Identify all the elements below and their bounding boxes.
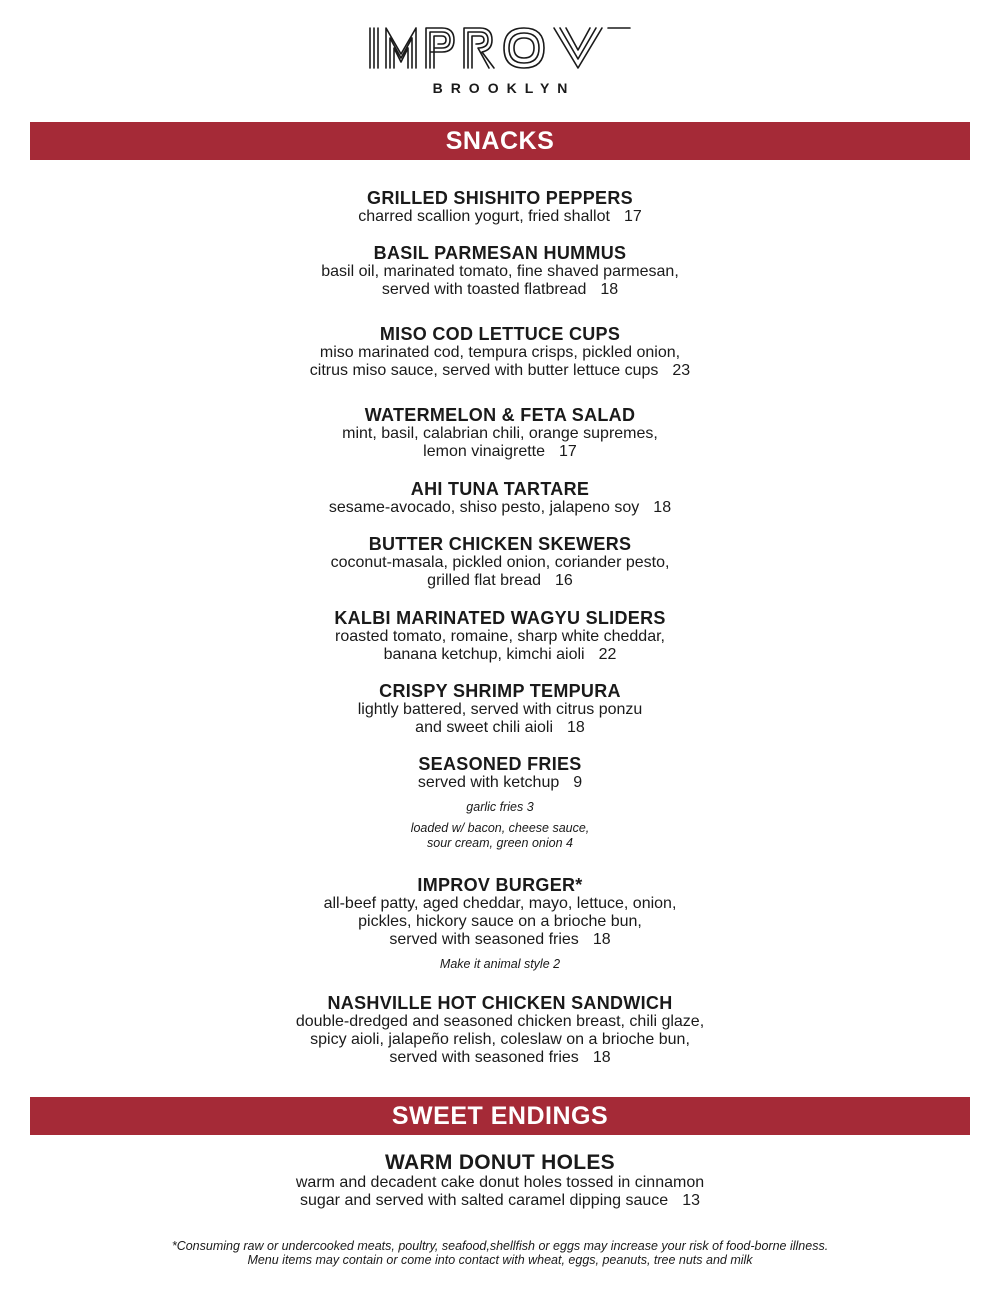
description-text: served with seasoned fries — [389, 931, 579, 948]
menu-item-name: WATERMELON & FETA SALAD — [364, 405, 636, 425]
menu-item-description — [150, 443, 850, 461]
addon-option: Make it animal style 2 — [439, 957, 561, 971]
menu-item — [150, 479, 850, 517]
allergen-disclaimer — [0, 1239, 1000, 1267]
description-text: warm and decadent cake donut holes tossed in cinnamon — [295, 1174, 705, 1191]
section-header-sweet-endings: SWEET ENDINGS — [30, 1097, 970, 1135]
menu-item-description — [150, 344, 850, 362]
section-header-snacks: SNACKS — [30, 122, 970, 160]
addon-option: garlic fries 3 — [466, 800, 534, 814]
improv-wordmark — [368, 26, 632, 70]
description-text: miso marinated cod, tempura crisps, pickled onion, — [319, 344, 681, 361]
menu-item — [150, 754, 850, 851]
disclaimer-line: *Consuming raw or undercooked meats, poultry, seafood,shellfish or eggs may increase your risk of food-borne illness. — [171, 1239, 829, 1253]
description-text: and sweet chili aioli — [415, 719, 554, 736]
menu-item — [150, 324, 850, 380]
menu-item-name: WARM DONUT HOLES — [385, 1151, 615, 1174]
menu-item-addons — [150, 800, 850, 851]
menu-item-description — [150, 281, 850, 299]
menu-item — [150, 188, 850, 226]
menu-item — [150, 243, 850, 299]
menu-item-price: 18 — [567, 719, 585, 736]
description-text: double-dredged and seasoned chicken breast, chili glaze, — [295, 1013, 705, 1030]
menu-item-description — [150, 554, 850, 572]
description-text: all-beef patty, aged cheddar, mayo, lettuce, onion, — [323, 895, 677, 912]
menu-item-name: BUTTER CHICKEN SKEWERS — [368, 534, 632, 554]
menu-item-description — [150, 628, 850, 646]
menu-item-name: IMPROV BURGER* — [417, 875, 583, 895]
menu-item-price: 23 — [672, 362, 691, 379]
menu-item-description — [150, 931, 850, 949]
addon-option: loaded w/ bacon, cheese sauce, — [410, 821, 590, 835]
description-text: spicy aioli, jalapeño relish, coleslaw on a brioche bun, — [310, 1031, 690, 1048]
description-text: roasted tomato, romaine, sharp white cheddar, — [335, 628, 665, 645]
menu-item-description — [150, 263, 850, 281]
menu-item-description — [150, 362, 850, 380]
menu-item-addons — [150, 957, 850, 972]
menu-item-price: 9 — [573, 774, 583, 791]
menu-item-description — [150, 499, 850, 517]
menu-item-name: KALBI MARINATED WAGYU SLIDERS — [334, 608, 666, 628]
description-text: mint, basil, calabrian chili, orange supremes, — [342, 425, 658, 442]
menu-item-description — [150, 572, 850, 590]
menu-item-name: BASIL PARMESAN HUMMUS — [373, 243, 627, 263]
menu-item-name: MISO COD LETTUCE CUPS — [379, 324, 621, 344]
description-text: served with seasoned fries — [389, 1049, 579, 1066]
addon-option: sour cream, green onion 4 — [427, 836, 573, 850]
disclaimer-line: Menu items may contain or come into contact with wheat, eggs, peanuts, tree nuts and milk — [247, 1253, 753, 1267]
menu-item-description — [150, 719, 850, 737]
menu-item-description — [150, 774, 850, 792]
menu-item-price: 18 — [600, 281, 619, 298]
menu-item-description — [150, 1049, 850, 1067]
description-text: lemon vinaigrette — [423, 443, 546, 460]
menu-item-description — [150, 1013, 850, 1031]
description-text: pickles, hickory sauce on a brioche bun, — [358, 913, 642, 930]
menu-item — [150, 608, 850, 664]
menu-item-description — [150, 646, 850, 664]
menu-item — [150, 681, 850, 737]
menu-item — [150, 993, 850, 1067]
menu-item-price: 18 — [592, 1049, 611, 1066]
menu-item-price: 16 — [555, 572, 573, 589]
menu-item-name: GRILLED SHISHITO PEPPERS — [367, 188, 633, 208]
description-text: basil oil, marinated tomato, fine shaved parmesan, — [321, 263, 679, 280]
description-text: served with ketchup — [417, 774, 560, 791]
menu-item-price: 18 — [592, 931, 611, 948]
description-text: coconut-masala, pickled onion, coriander pesto, — [330, 554, 670, 571]
menu-item — [150, 405, 850, 461]
menu-item-price: 17 — [559, 443, 577, 460]
menu-item-price: 17 — [623, 208, 642, 225]
menu-item — [150, 1152, 850, 1210]
menu-item-name: SEASONED FRIES — [418, 754, 582, 774]
description-text: charred scallion yogurt, fried shallot — [358, 208, 610, 225]
description-text: lightly battered, served with citrus ponzu — [357, 701, 643, 718]
menu-item — [150, 534, 850, 590]
menu-item-description — [150, 208, 850, 226]
menu-item-price: 18 — [653, 499, 672, 516]
menu-item-price: 22 — [598, 646, 617, 663]
menu-item-name: CRISPY SHRIMP TEMPURA — [379, 681, 621, 701]
menu-item-description — [150, 913, 850, 931]
menu-item-name: NASHVILLE HOT CHICKEN SANDWICH — [327, 993, 673, 1013]
menu-item-description — [150, 1192, 850, 1210]
description-text: banana ketchup, kimchi aioli — [383, 646, 585, 663]
menu-item-name: AHI TUNA TARTARE — [410, 479, 590, 499]
description-text: sugar and served with salted caramel dipping sauce — [299, 1192, 669, 1209]
menu-item-description — [150, 895, 850, 913]
brand-location: BROOKLYN — [432, 80, 576, 96]
description-text: served with toasted flatbread — [381, 281, 587, 298]
description-text: citrus miso sauce, served with butter lettuce cups — [309, 362, 659, 379]
menu-item-description — [150, 425, 850, 443]
menu-item-description — [150, 1174, 850, 1192]
brand-logo — [0, 26, 1000, 96]
description-text: sesame-avocado, shiso pesto, jalapeno soy — [328, 499, 640, 516]
menu-item — [150, 875, 850, 972]
description-text: grilled flat bread — [427, 572, 542, 589]
menu-item-description — [150, 1031, 850, 1049]
menu-item-description — [150, 701, 850, 719]
menu-item-price: 13 — [682, 1192, 700, 1209]
